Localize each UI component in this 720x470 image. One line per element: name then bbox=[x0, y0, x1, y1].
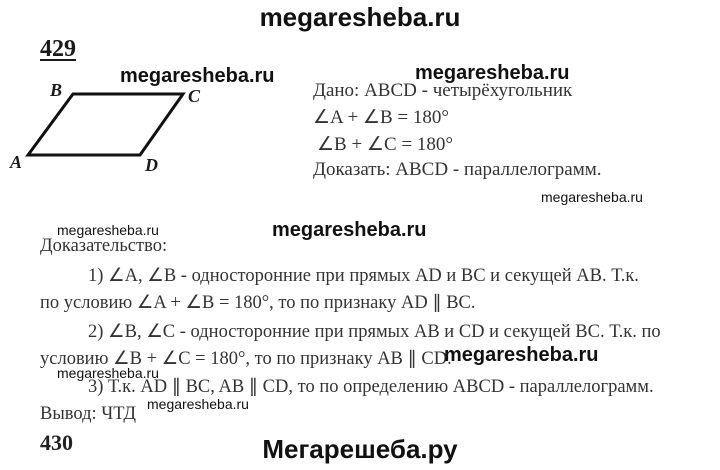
watermark-bottom-left-1[interactable]: megaresheba.ru bbox=[57, 365, 159, 381]
prove-statement: Доказать: ABCD - параллелограмм. bbox=[313, 159, 602, 180]
watermark-right-small[interactable]: megaresheba.ru bbox=[541, 189, 643, 205]
vertex-label-b: B bbox=[50, 80, 63, 100]
watermark-top[interactable]: megaresheba.ru bbox=[259, 2, 461, 32]
watermark-bottom-left-2[interactable]: megaresheba.ru bbox=[147, 396, 249, 412]
proof-heading: Доказательство: bbox=[40, 236, 168, 256]
given-line-angle-bc: ∠B + ∠C = 180° bbox=[317, 134, 453, 155]
vertex-label-a: A bbox=[10, 152, 23, 172]
watermark-bottom-brand[interactable]: Мегарешеба.ру bbox=[262, 434, 458, 464]
vertex-label-d: D bbox=[145, 155, 158, 175]
proof-step-3: 3) Т.к. AD ∥ BC, AB ∥ CD, то по определению ABCD - параллелограмм. bbox=[88, 377, 654, 397]
given-line-angle-ab: ∠A + ∠B = 180° bbox=[313, 107, 449, 128]
vertex-label-c: C bbox=[188, 86, 201, 106]
watermark-middle[interactable]: megaresheba.ru bbox=[272, 219, 427, 241]
proof-step-2a: 2) ∠B, ∠C - односторонние при прямых AB и CD и секущей BC. Т.к. по bbox=[88, 322, 661, 342]
next-problem-number: 430 bbox=[40, 430, 73, 455]
proof-step-2b: условию ∠B + ∠C = 180°, то по признаку AB ∥ CD. bbox=[40, 349, 452, 369]
watermark-figure[interactable]: megaresheba.ru bbox=[120, 65, 275, 87]
proof-conclusion: Вывод: ЧТД bbox=[40, 404, 137, 424]
watermark-given[interactable]: megaresheba.ru bbox=[415, 62, 570, 84]
watermark-proof[interactable]: megaresheba.ru bbox=[444, 344, 599, 366]
proof-step-1a: 1) ∠A, ∠B - односторонние при прямых AD и BC и секущей AB. Т.к. bbox=[88, 266, 639, 286]
proof-step-1b: по условию ∠A + ∠B = 180°, то по признаку AD ∥ BC. bbox=[40, 293, 476, 313]
problem-number: 429 bbox=[40, 36, 76, 62]
given-line-quadrilateral: Дано: ABCD - четырёхугольник bbox=[313, 80, 573, 101]
watermark-left-small[interactable]: megaresheba.ru bbox=[57, 222, 159, 238]
parallelogram-shape bbox=[28, 94, 183, 155]
